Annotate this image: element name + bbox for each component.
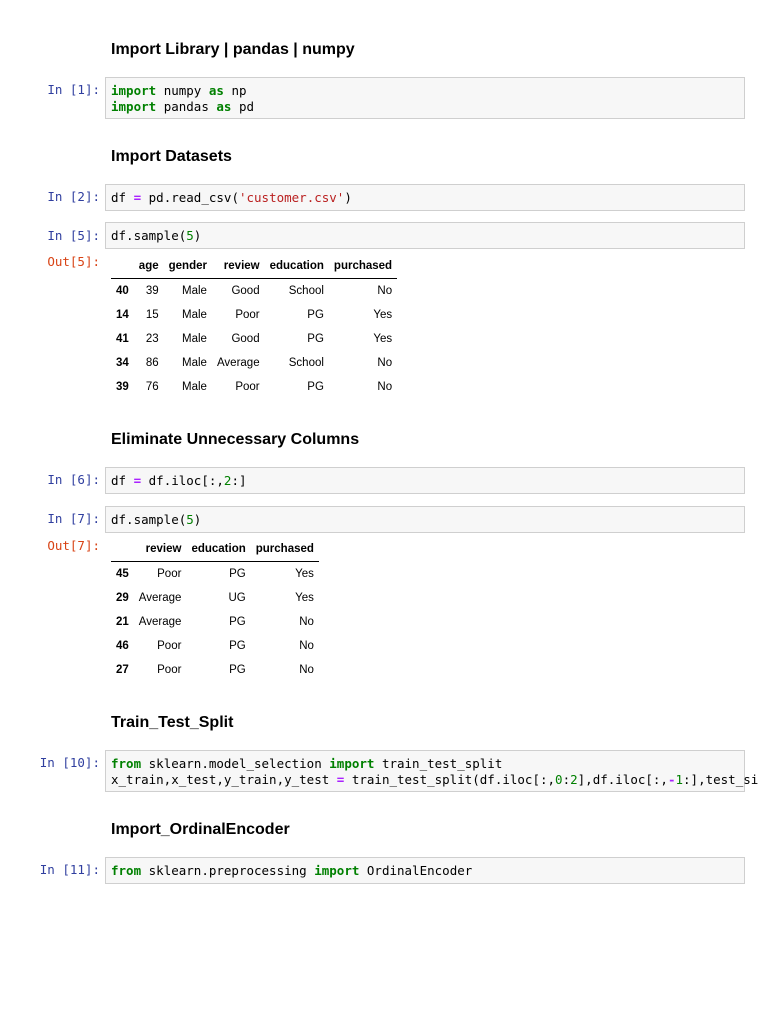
table-cell: Yes <box>295 592 314 604</box>
heading-import-library: Import Library | pandas | numpy <box>111 41 355 58</box>
code-cell-ordinal-encoder[interactable] <box>105 857 745 884</box>
row-index: 14 <box>116 309 129 321</box>
table-cell: No <box>299 616 314 628</box>
number-literal: 2 <box>570 772 578 787</box>
table-header-row <box>111 254 397 279</box>
table-cell: Poor <box>235 309 260 321</box>
input-prompt: In [5]: <box>47 228 100 243</box>
table-cell: 76 <box>145 381 159 393</box>
row-index: 41 <box>116 333 129 345</box>
table-cell: UG <box>228 592 246 604</box>
row-index: 29 <box>116 592 129 604</box>
module-name: pandas <box>163 99 209 114</box>
string-literal: 'customer.csv' <box>238 190 345 205</box>
punct: ) <box>193 228 202 243</box>
operator: = <box>133 473 142 488</box>
input-prompt: In [11]: <box>39 862 100 877</box>
keyword: from <box>111 863 142 878</box>
table-cell: No <box>377 285 393 297</box>
operator: = <box>133 190 142 205</box>
column-header: education <box>186 537 250 562</box>
code-text <box>111 863 472 879</box>
imported-name: OrdinalEncoder <box>366 863 473 878</box>
table-row <box>111 279 397 304</box>
table-cell: Good <box>231 285 260 297</box>
code-cell-sample-2[interactable] <box>105 506 745 533</box>
table-cell: Male <box>182 333 207 345</box>
table-cell: PG <box>307 333 324 345</box>
table-row <box>111 375 397 399</box>
code-text <box>111 228 201 244</box>
operator: = <box>336 772 345 787</box>
index-header <box>111 537 134 562</box>
table-cell: Male <box>182 381 207 393</box>
table-cell: Male <box>182 285 207 297</box>
row-index: 21 <box>116 616 129 628</box>
table-cell: PG <box>229 664 246 676</box>
number-literal: 5 <box>186 228 194 243</box>
table-row <box>111 351 397 375</box>
table-cell: Male <box>182 309 207 321</box>
row-index: 40 <box>116 285 129 297</box>
input-prompt: In [7]: <box>47 511 100 526</box>
code-cell-import-libs[interactable] <box>105 77 745 119</box>
code-text <box>111 83 254 115</box>
keyword: as <box>216 99 232 114</box>
table-cell: No <box>299 664 314 676</box>
table-cell: Good <box>231 333 260 345</box>
row-index: 34 <box>116 357 129 369</box>
table-cell: No <box>299 640 314 652</box>
module-name: sklearn.preprocessing <box>148 863 307 878</box>
keyword: import <box>111 83 157 98</box>
column-header: gender <box>164 254 212 279</box>
table-cell: School <box>288 285 324 297</box>
code-cell-read-csv[interactable] <box>105 184 745 211</box>
table-cell: Average <box>138 616 182 628</box>
table-cell: PG <box>229 616 246 628</box>
punct: :] <box>231 473 247 488</box>
number-literal: 2 <box>223 473 232 488</box>
variable: df <box>111 473 127 488</box>
alias: np <box>231 83 247 98</box>
call: df.iloc[:, <box>148 473 224 488</box>
input-prompt: In [2]: <box>47 189 100 204</box>
table-cell: 86 <box>145 357 159 369</box>
punct: : <box>562 772 571 787</box>
input-prompt: In [1]: <box>47 82 100 97</box>
number-literal: 0 <box>555 772 563 787</box>
column-header: purchased <box>329 254 397 279</box>
heading-eliminate-columns: Eliminate Unnecessary Columns <box>111 431 360 448</box>
input-prompt: In [10]: <box>39 755 100 770</box>
table-cell: School <box>288 357 324 369</box>
table-row <box>111 634 319 658</box>
table-row <box>111 586 319 610</box>
column-header: education <box>265 254 329 279</box>
table-cell: No <box>377 357 393 369</box>
heading-import-datasets: Import Datasets <box>111 148 232 165</box>
row-index: 27 <box>116 664 129 676</box>
table-header-row <box>111 537 319 562</box>
table-cell: 15 <box>145 309 159 321</box>
punct: ],df.iloc[:, <box>577 772 668 787</box>
output-prompt: Out[5]: <box>47 254 100 269</box>
punct: ) <box>344 190 352 205</box>
code-text <box>111 190 352 206</box>
column-header: review <box>134 537 187 562</box>
index-header <box>111 254 134 279</box>
table-cell: Average <box>216 357 260 369</box>
table-cell: PG <box>307 309 324 321</box>
code-cell-train-test-split[interactable] <box>105 750 759 792</box>
call: pd.read_csv( <box>148 190 239 205</box>
output-prompt: Out[7]: <box>47 538 100 553</box>
keyword: import <box>314 863 360 878</box>
column-header: age <box>134 254 164 279</box>
call: df.sample( <box>111 228 187 243</box>
table-cell: 23 <box>145 333 159 345</box>
row-index: 45 <box>116 568 129 580</box>
dataframe-table-1 <box>111 254 397 399</box>
table-cell: Yes <box>295 568 314 580</box>
table-row <box>111 303 397 327</box>
keyword: import <box>111 99 157 114</box>
input-prompt: In [6]: <box>47 472 100 487</box>
table-cell: Male <box>182 357 207 369</box>
heading-ordinal-encoder: Import_OrdinalEncoder <box>111 821 290 838</box>
call: df.sample( <box>111 512 187 527</box>
punct: ) <box>193 512 202 527</box>
table-cell: No <box>377 381 393 393</box>
table-cell: Yes <box>373 309 393 321</box>
punct: :],test_si <box>683 772 759 787</box>
number-literal: 1 <box>675 772 684 787</box>
table-row <box>111 327 397 351</box>
table-cell: Average <box>138 592 182 604</box>
code-text <box>111 756 758 788</box>
table-row <box>111 658 319 682</box>
operator: - <box>667 772 676 787</box>
row-index: 46 <box>116 640 129 652</box>
keyword: from <box>111 756 142 771</box>
keyword: as <box>208 83 224 98</box>
column-header: purchased <box>251 537 319 562</box>
table-cell: 39 <box>145 285 159 297</box>
table-cell: Yes <box>373 333 393 345</box>
row-index: 39 <box>116 381 129 393</box>
code-text <box>111 473 247 489</box>
keyword: import <box>329 756 375 771</box>
module-name: numpy <box>163 83 202 98</box>
table-cell: PG <box>307 381 324 393</box>
code-cell-iloc[interactable] <box>105 467 745 494</box>
number-literal: 5 <box>186 512 194 527</box>
table-cell: PG <box>229 568 246 580</box>
module-name: sklearn.model_selection <box>148 756 322 771</box>
table-cell: Poor <box>157 640 182 652</box>
table-cell: Poor <box>157 664 182 676</box>
table-cell: Poor <box>235 381 260 393</box>
alias: pd <box>238 99 255 114</box>
column-header: review <box>212 254 265 279</box>
code-cell-sample-1[interactable] <box>105 222 745 249</box>
call: train_test_split(df.iloc[:, <box>351 772 556 787</box>
table-cell: PG <box>229 640 246 652</box>
variable: df <box>111 190 127 205</box>
code-text <box>111 512 201 528</box>
variable: x_train,x_test,y_train,y_test <box>111 772 330 787</box>
imported-name: train_test_split <box>381 756 503 771</box>
heading-train-test-split: Train_Test_Split <box>111 714 234 731</box>
table-row <box>111 610 319 634</box>
table-cell: Poor <box>157 568 182 580</box>
dataframe-table-2 <box>111 537 319 682</box>
table-row <box>111 562 319 587</box>
